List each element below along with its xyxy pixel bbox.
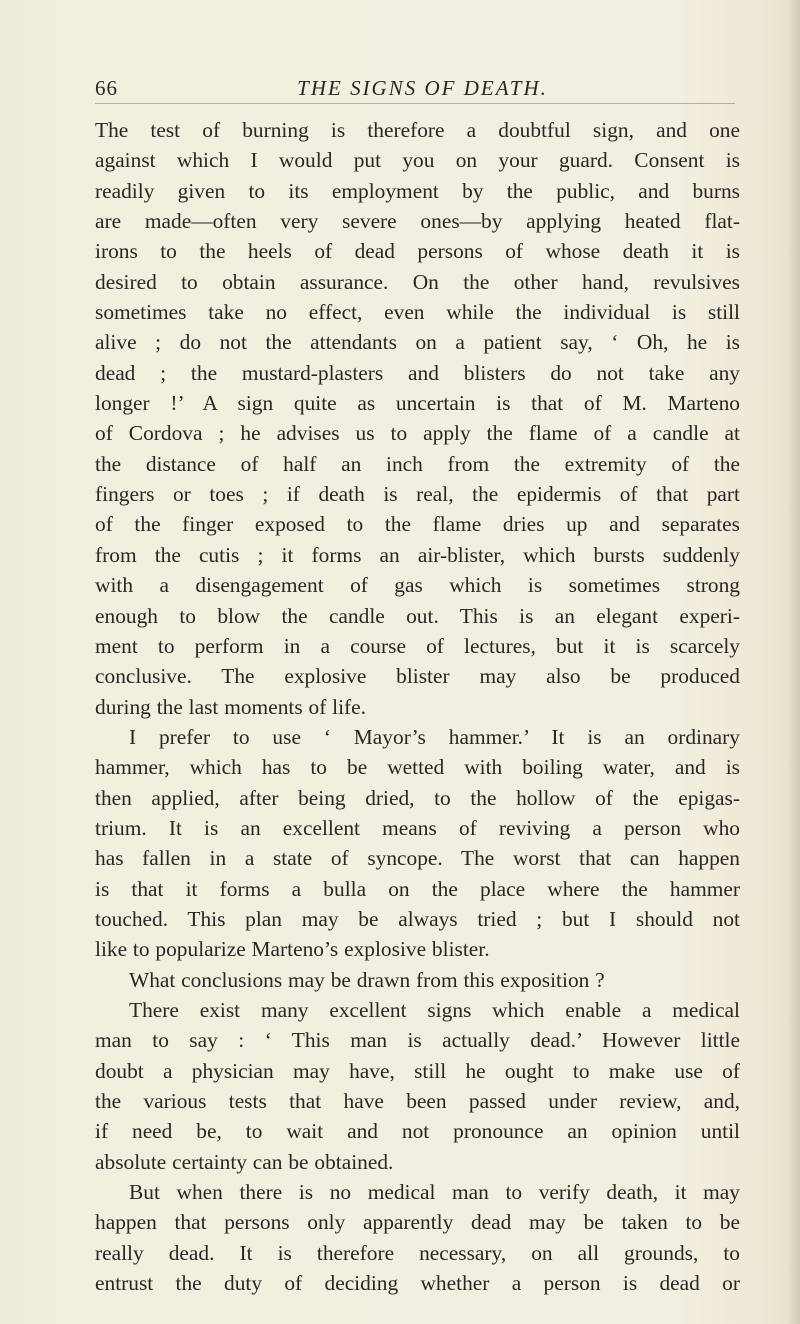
text-line: What conclusions may be drawn from this exposition ? xyxy=(129,967,605,992)
text-line: ment to perform in a course of lectures, but it is scarcely xyxy=(95,633,740,658)
text-line: The test of burning is therefore a doubtful sign, and one xyxy=(95,118,740,142)
text-line: of Cordova ; he advises us to apply the flame of a candle at xyxy=(95,421,740,446)
text-line: if need be, to wait and not pronounce an opinion until xyxy=(95,1119,740,1144)
text-line: enough to blow the candle out. This is an elegant experi- xyxy=(95,603,740,628)
text-line: from the cutis ; it forms an air-blister, which bursts suddenly xyxy=(95,542,740,567)
text-line: then applied, after being dried, to the hollow of the epigas- xyxy=(95,785,740,810)
text-line: entrust the duty of deciding whether a person is dead or xyxy=(95,1271,740,1296)
running-title: THE SIGNS OF DEATH. xyxy=(297,76,548,100)
text-line: alive ; do not the attendants on a patient say, ‘ Oh, he is xyxy=(95,330,740,355)
text-line: sometimes take no effect, even while the individual is still xyxy=(95,300,740,325)
text-line: the various tests that have been passed under review, and, xyxy=(95,1089,740,1113)
text-line: I prefer to use ‘ Mayor’s hammer.’ It is an ordinary xyxy=(129,724,740,749)
text-line: There exist many excellent signs which enable a medical xyxy=(129,997,740,1022)
text-line: the distance of half an inch from the extremity of the xyxy=(95,451,740,476)
text-line: has fallen in a state of syncope. The worst that can happen xyxy=(95,846,740,871)
body-text xyxy=(95,115,740,1298)
text-line: happen that persons only apparently dead may be taken to be xyxy=(95,1210,740,1235)
text-line: longer !’ A sign quite as uncertain is that of M. Marteno xyxy=(95,391,740,416)
text-line: are made—often very severe ones—by applying heated flat- xyxy=(95,209,740,234)
text-line: desired to obtain assurance. On the other hand, revulsives xyxy=(95,269,740,294)
text-line: absolute certainty can be obtained. xyxy=(95,1149,394,1174)
text-line: of the finger exposed to the flame dries up and separates xyxy=(95,512,740,537)
text-line: But when there is no medical man to verify death, it may xyxy=(129,1180,740,1205)
text-line: readily given to its employment by the public, and burns xyxy=(95,178,740,203)
text-line: really dead. It is therefore necessary, on all grounds, to xyxy=(95,1240,740,1265)
text-line: trium. It is an excellent means of reviving a person who xyxy=(95,815,740,840)
text-line: fingers or toes ; if death is real, the epidermis of that part xyxy=(95,482,740,507)
text-line: with a disengagement of gas which is sometimes strong xyxy=(95,573,740,598)
text-line: like to popularize Marteno’s explosive blister. xyxy=(95,937,490,962)
page-number: 66 xyxy=(95,76,118,100)
text-line: doubt a physician may have, still he ought to make use of xyxy=(95,1058,740,1083)
text-line: against which I would put you on your guard. Consent is xyxy=(95,148,740,173)
text-line: touched. This plan may be always tried ; but I should not xyxy=(95,906,740,931)
text-line: conclusive. The explosive blister may also be produced xyxy=(95,664,740,689)
header-rule xyxy=(95,103,735,104)
text-line: irons to the heels of dead persons of whose death it is xyxy=(95,239,740,264)
text-line: man to say : ‘ This man is actually dead.’ However little xyxy=(95,1028,740,1053)
text-line: hammer, which has to be wetted with boiling water, and is xyxy=(95,755,740,780)
text-line: during the last moments of life. xyxy=(95,694,367,719)
text-line: dead ; the mustard-plasters and blisters do not take any xyxy=(95,360,740,385)
running-head xyxy=(95,76,740,102)
text-line: is that it forms a bulla on the place where the hammer xyxy=(95,876,740,901)
